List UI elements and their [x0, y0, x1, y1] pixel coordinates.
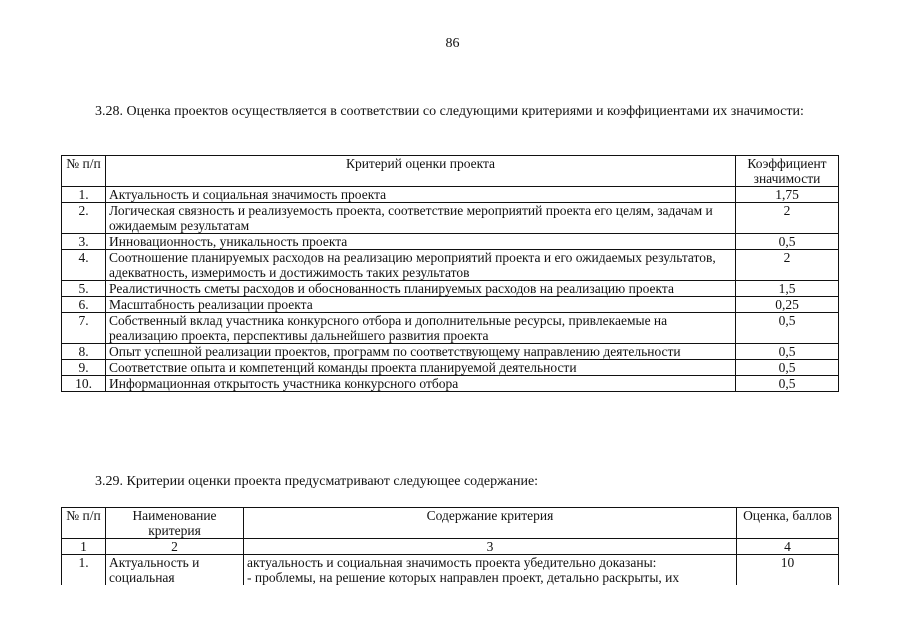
table-row — [62, 203, 839, 234]
table-header-row — [62, 508, 839, 539]
row-number-cell: 1. — [62, 187, 106, 203]
coefficient-cell: 0,5 — [736, 360, 839, 376]
paragraph-3-29 — [61, 474, 837, 490]
criterion-name-cell: Актуальность и социальная — [106, 555, 244, 586]
content-line: - проблемы, на решение которых направлен проект, детально раскрыты, их — [247, 570, 680, 585]
paragraph-3-28-text: 3.28. Оценка проектов осуществляется в соответствии со следующими критериями и коэффициентами их значимости: — [95, 104, 804, 119]
header-criterion-name: Наименование критерия — [106, 508, 244, 539]
header-number: № п/п — [62, 508, 106, 539]
row-number-cell: 10. — [62, 376, 106, 392]
paragraph-3-29-text: 3.29. Критерии оценки проекта предусматривают следующее содержание: — [95, 474, 539, 489]
header-number: № п/п — [62, 156, 106, 187]
criterion-cell: Собственный вклад участника конкурсного отбора и дополнительные ресурсы, привлекаемые на реализацию проекта, перспективы дальнейшего развития проекта — [106, 313, 736, 344]
coefficient-cell: 2 — [736, 203, 839, 234]
table-row — [62, 344, 839, 360]
row-number-cell: 4. — [62, 250, 106, 281]
row-number-cell: 7. — [62, 313, 106, 344]
table-row — [62, 313, 839, 344]
paragraph-3-28 — [61, 104, 837, 120]
table-row — [62, 281, 839, 297]
coefficient-cell: 0,25 — [736, 297, 839, 313]
table-header-row — [62, 156, 839, 187]
criterion-cell: Реалистичность сметы расходов и обоснованность планируемых расходов на реализацию проекта — [106, 281, 736, 297]
row-number-cell: 5. — [62, 281, 106, 297]
header-criterion: Критерий оценки проекта — [106, 156, 736, 187]
criterion-cell: Опыт успешной реализации проектов, программ по соответствующему направлению деятельности — [106, 344, 736, 360]
criterion-cell: Масштабность реализации проекта — [106, 297, 736, 313]
header-criterion-content: Содержание критерия — [244, 508, 737, 539]
criterion-cell: Соотношение планируемых расходов на реализацию мероприятий проекта и его ожидаемых результатов, адекватность, измеримость и достижимость таких результатов — [106, 250, 736, 281]
coefficient-cell: 0,5 — [736, 344, 839, 360]
row-number-cell: 1. — [62, 555, 106, 586]
criterion-cell: Актуальность и социальная значимость проекта — [106, 187, 736, 203]
row-number-cell: 2. — [62, 203, 106, 234]
column-number-cell: 3 — [244, 539, 737, 555]
table-row — [62, 250, 839, 281]
header-coefficient: Коэффициент значимости — [736, 156, 839, 187]
criterion-cell: Информационная открытость участника конкурсного отбора — [106, 376, 736, 392]
row-number-cell: 8. — [62, 344, 106, 360]
table-row — [62, 234, 839, 250]
content-line: актуальность и социальная значимость проекта убедительно доказаны: — [247, 555, 657, 570]
row-number-cell: 9. — [62, 360, 106, 376]
table-row — [62, 297, 839, 313]
column-numbering-row — [62, 539, 839, 555]
coefficient-cell: 0,5 — [736, 313, 839, 344]
coefficient-cell: 1,75 — [736, 187, 839, 203]
coefficient-cell: 0,5 — [736, 234, 839, 250]
criterion-cell: Логическая связность и реализуемость проекта, соответствие мероприятий проекта его целям, задачам и ожидаемым результатам — [106, 203, 736, 234]
table-row — [62, 187, 839, 203]
column-number-cell: 4 — [737, 539, 839, 555]
row-number-cell: 6. — [62, 297, 106, 313]
table-row — [62, 360, 839, 376]
table-row — [62, 555, 839, 586]
criterion-cell: Соответствие опыта и компетенций команды проекта планируемой деятельности — [106, 360, 736, 376]
column-number-cell: 1 — [62, 539, 106, 555]
coefficient-cell: 1,5 — [736, 281, 839, 297]
coefficient-cell: 0,5 — [736, 376, 839, 392]
column-number-cell: 2 — [106, 539, 244, 555]
criteria-content-table — [61, 507, 839, 585]
criterion-content-cell — [244, 555, 737, 586]
criteria-coefficients-table — [61, 155, 839, 392]
page-number: 86 — [445, 36, 460, 51]
coefficient-cell: 2 — [736, 250, 839, 281]
score-cell: 10 — [737, 555, 839, 586]
criterion-cell: Инновационность, уникальность проекта — [106, 234, 736, 250]
table-row — [62, 376, 839, 392]
row-number-cell: 3. — [62, 234, 106, 250]
header-score: Оценка, баллов — [737, 508, 839, 539]
